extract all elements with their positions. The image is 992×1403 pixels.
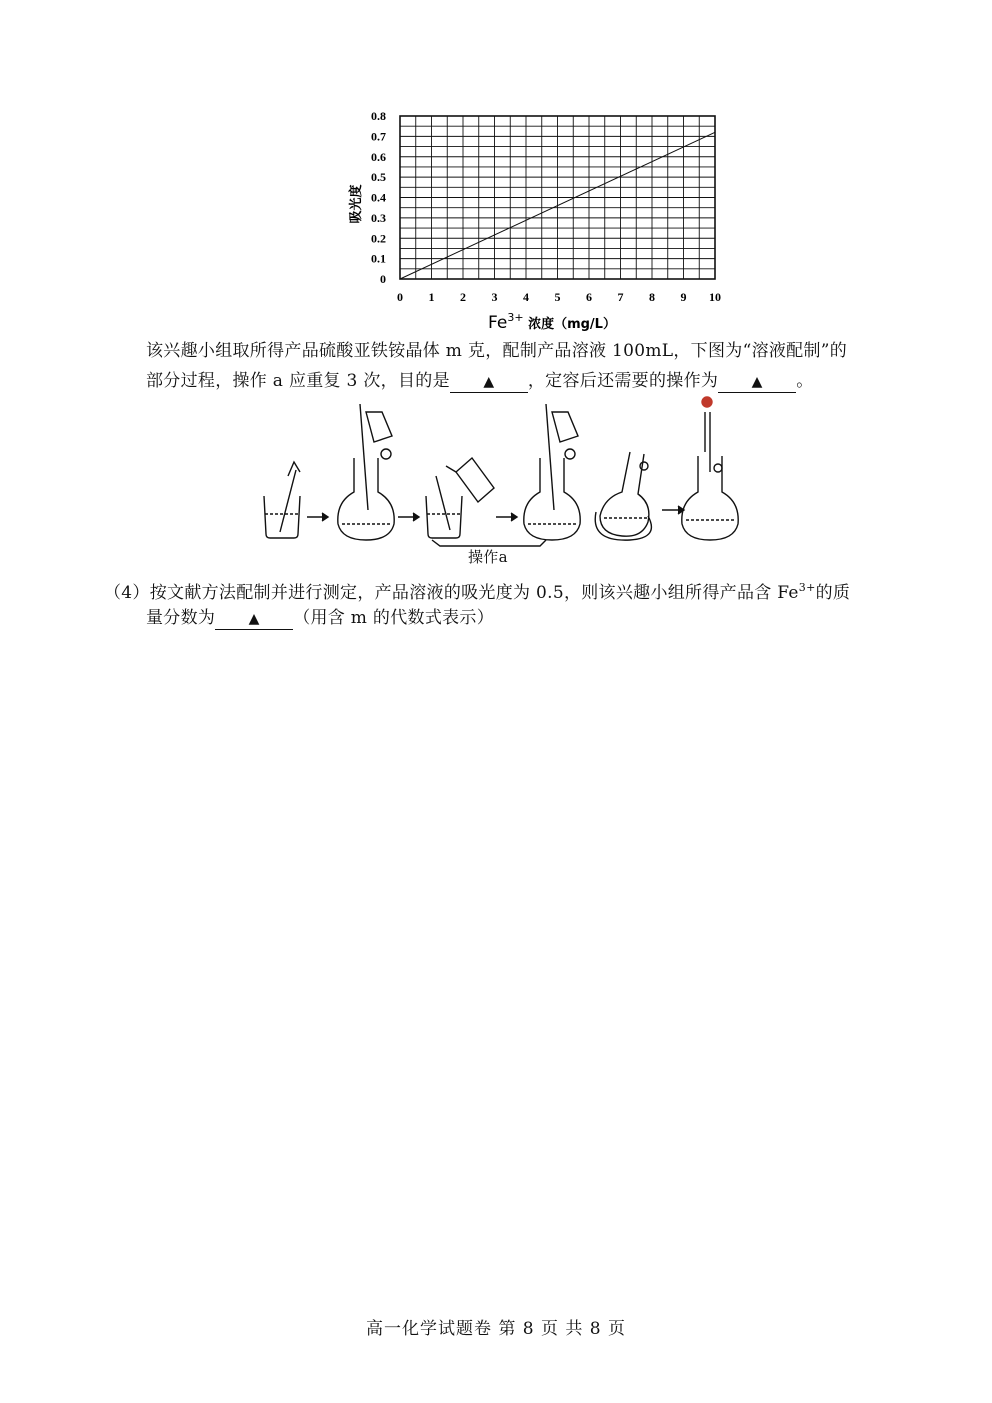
y-tick-label: 0.2 (371, 231, 386, 246)
paragraph-line-2: 部分过程，操作 a 应重复 3 次，目的是 ▲ ，定容后还需要的操作为 ▲ 。 (146, 371, 814, 391)
volumetric-flask-icon (338, 404, 394, 540)
x-tick-label: 9 (680, 290, 687, 304)
solution-preparation-diagram (250, 392, 750, 572)
y-tick-label: 0.4 (371, 190, 386, 205)
y-tick-label: 0.5 (371, 170, 386, 185)
chart-grid (400, 116, 715, 279)
x-tick-labels (397, 290, 721, 304)
x-tick-label: 0 (397, 290, 403, 304)
x-tick-label: 6 (586, 290, 592, 304)
swirl-flask-icon (595, 452, 651, 540)
y-tick-label: 0 (380, 272, 386, 286)
y-axis-label: 吸光度 (349, 184, 364, 224)
wash-bottle-icon (426, 458, 494, 538)
x-tick-label: 2 (460, 290, 466, 304)
answer-blank-purpose[interactable]: ▲ (450, 372, 528, 393)
x-tick-label: 7 (617, 290, 624, 304)
y-tick-label: 0.1 (371, 251, 386, 266)
y-tick-label: 0.3 (371, 210, 386, 225)
x-tick-label: 4 (523, 290, 529, 304)
x-tick-label: 3 (491, 290, 498, 304)
beaker-stirring-icon (264, 462, 300, 538)
answer-blank-mass-fraction[interactable]: ▲ (215, 609, 293, 630)
paragraph-line-1 (146, 336, 847, 366)
operation-bracket (432, 540, 546, 546)
page-footer: 高一化学试题卷 第 8 页 共 8 页 (365, 1319, 627, 1339)
x-tick-label: 10 (709, 290, 721, 304)
x-tick-label: 8 (649, 290, 655, 304)
volumetric-flask-icon (524, 404, 580, 540)
y-tick-label: 0.8 (371, 109, 386, 123)
x-tick-label: 1 (428, 290, 435, 304)
y-tick-label: 0.7 (371, 129, 386, 144)
calibration-chart (340, 104, 740, 336)
y-tick-label: 0.6 (371, 149, 386, 164)
operation-a-label: 操作a (468, 548, 508, 566)
answer-blank-operation[interactable]: ▲ (718, 372, 796, 393)
question-4-line-2: 量分数为 ▲ （用含 m 的代数式表示） (146, 608, 495, 628)
question-4-line-1: （4）按文献方法配制并进行测定，产品溶液的吸光度为 0.5，则该兴趣小组所得产品含 $Fe^{3+}$的质 (104, 581, 851, 603)
x-tick-label: 5 (554, 290, 561, 304)
dropper-flask-icon (682, 397, 738, 540)
x-axis-label: $Fe^{3+}$ $_{浓度(mg/L)}$ (488, 311, 616, 333)
paragraph-text: 该兴趣小组取所得产品硫酸亚铁铵晶体 m 克，配制产品溶液 100mL，下图为“溶液配制”的 (146, 341, 848, 361)
y-tick-labels (371, 109, 386, 286)
